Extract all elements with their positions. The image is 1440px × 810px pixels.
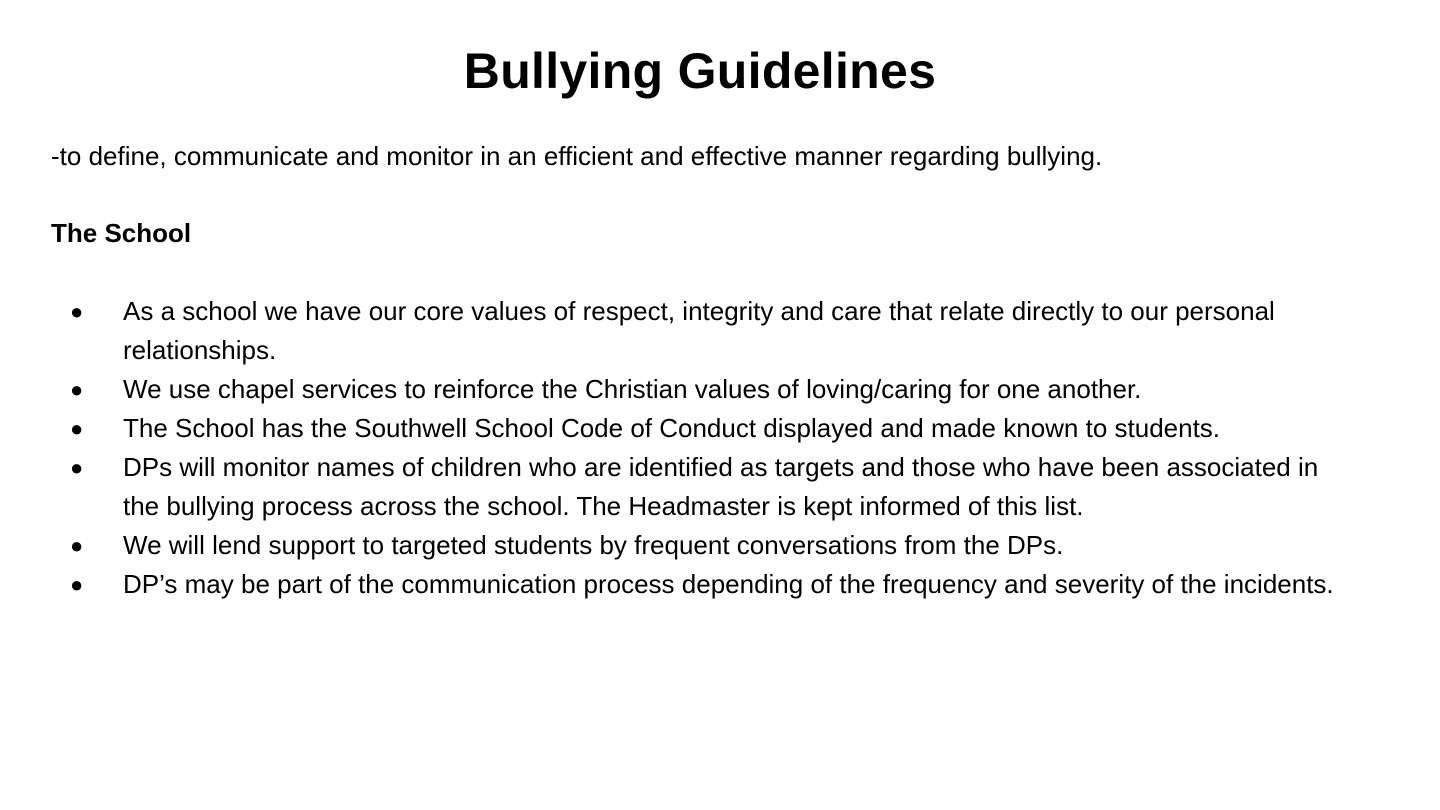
section-heading: The School — [51, 218, 192, 248]
bullet-item — [0, 448, 1400, 526]
bullet-dot-icon: ● — [70, 416, 84, 441]
bullet-text: We will lend support to targeted students by frequent conversations from the DPs. — [123, 530, 1064, 560]
bullet-dot-icon: ● — [70, 299, 84, 324]
intro-text: -to define, communicate and monitor in an efficient and effective manner regarding bullying. — [51, 141, 1103, 171]
bullet-list — [0, 292, 1400, 604]
bullet-item — [0, 370, 1400, 409]
slide-title: Bullying Guidelines — [463, 43, 937, 99]
bullet-item — [0, 526, 1400, 565]
bullet-text: The School has the Southwell School Code of Conduct displayed and made known to students. — [123, 413, 1221, 443]
bullet-text: DPs will monitor names of children who are identified as targets and those who have been associated in the bullying process across the school. The Headmaster is kept informed of this list. — [123, 452, 1319, 521]
bullet-text: As a school we have our core values of respect, integrity and care that relate directly to our personal relationships. — [123, 296, 1275, 365]
bullet-item — [0, 409, 1400, 448]
bullet-text: DP’s may be part of the communication process depending of the frequency and severity of the incidents. — [123, 569, 1334, 599]
bullet-dot-icon: ● — [70, 377, 84, 402]
bullet-item — [0, 292, 1400, 370]
bullet-dot-icon: ● — [70, 572, 84, 597]
bullet-text: We use chapel services to reinforce the Christian values of loving/caring for one another. — [123, 374, 1142, 404]
bullet-item — [0, 565, 1400, 604]
bullet-dot-icon: ● — [70, 455, 84, 480]
bullet-dot-icon: ● — [70, 533, 84, 558]
